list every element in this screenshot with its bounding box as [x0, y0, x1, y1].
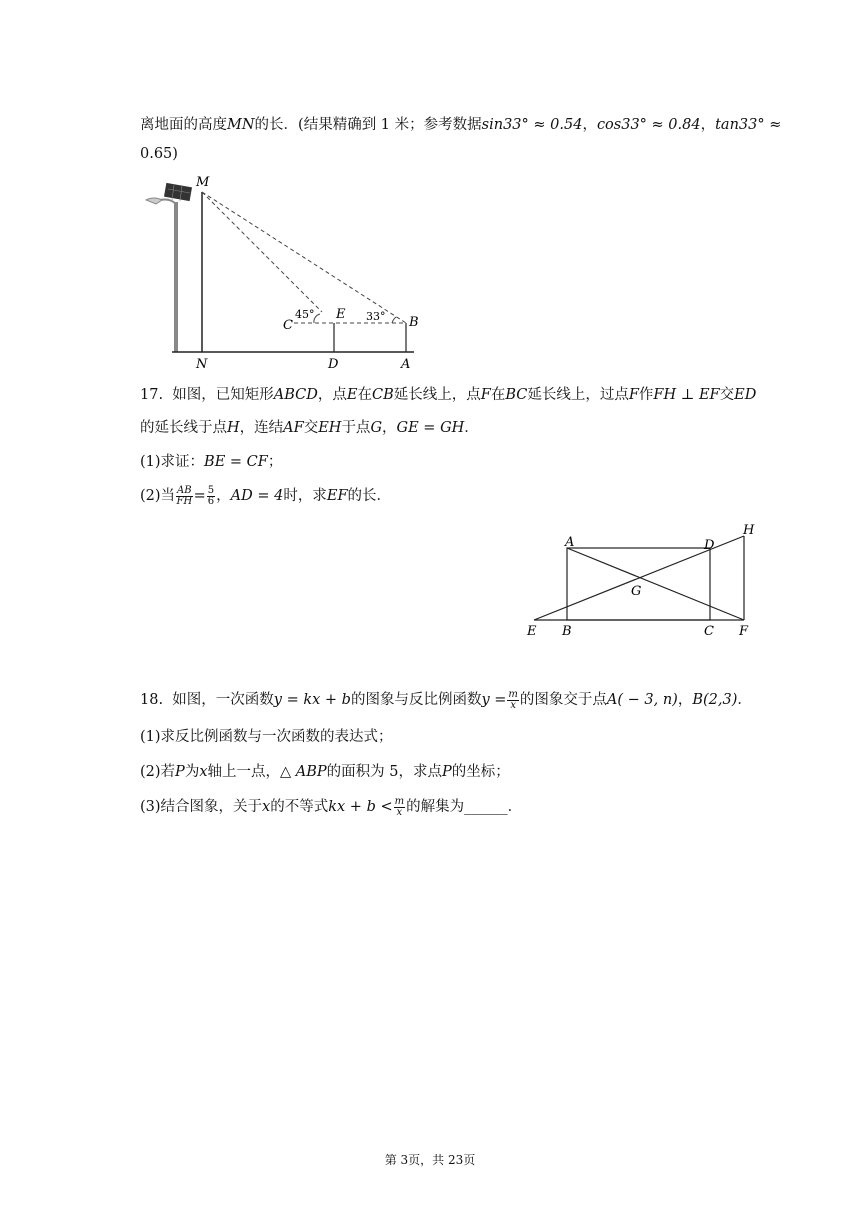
math: E — [346, 387, 358, 403]
text: 0.65) — [140, 146, 178, 162]
label-B: B — [562, 624, 572, 639]
q17-line1 — [140, 383, 756, 404]
label-M: M — [196, 175, 210, 190]
denominator: FH — [176, 495, 193, 507]
math: ED — [734, 387, 757, 403]
text: 交 — [719, 387, 735, 403]
text: 的图象交于点 — [519, 692, 607, 708]
math: x — [199, 764, 208, 780]
q17-part1 — [140, 450, 282, 471]
math: △ ABP — [280, 764, 327, 780]
label-D: D — [328, 357, 339, 372]
text: 离地面的高度 — [140, 117, 227, 133]
text: (2)当 — [140, 488, 176, 504]
segment-AF — [567, 548, 744, 620]
math-tan: tan33° ≈ — [715, 117, 782, 133]
math: EF — [326, 488, 348, 504]
label-C: C — [283, 318, 293, 333]
denominator: x — [510, 699, 516, 711]
math: P — [442, 764, 452, 780]
question-number: 18. — [140, 692, 164, 708]
label-B: B — [409, 315, 419, 330]
math: H — [227, 420, 240, 436]
math: FH ⊥ EF — [653, 387, 720, 403]
label-C: C — [704, 624, 714, 639]
q18-line1 — [140, 688, 752, 711]
q17-line2 — [140, 416, 479, 437]
q18-part3 — [140, 795, 522, 818]
text: 延长线上，过点 — [527, 387, 629, 403]
text: ， — [216, 488, 231, 504]
math: EH — [318, 420, 342, 436]
text: ，点 — [317, 387, 347, 403]
rectangle-figure — [524, 518, 764, 642]
math: G — [370, 420, 383, 436]
denominator: x — [396, 806, 403, 818]
numerator: m — [394, 795, 405, 807]
math: CB — [372, 387, 394, 403]
math: BC — [505, 387, 528, 403]
text: (1)求反比例函数与一次函数的表达式； — [140, 729, 393, 745]
text: 作 — [638, 387, 654, 403]
lamp-head — [146, 198, 162, 204]
text: (2)若 — [140, 764, 176, 780]
text: 的解集为 — [406, 799, 465, 815]
angle-arc-33 — [392, 317, 396, 323]
text: = — [193, 488, 206, 504]
text: ． — [737, 692, 752, 708]
math: kx + b < — [328, 799, 393, 815]
fraction-m-x — [394, 797, 405, 818]
label-F: F — [739, 624, 749, 639]
math: F — [480, 387, 491, 403]
text: 的长． — [347, 488, 392, 504]
label-N: N — [196, 357, 208, 372]
numerator: m — [508, 688, 518, 700]
numerator: AB — [177, 484, 192, 496]
q16-text-line1: 离地面的高度MN的长．(结果精确到 1 米；参考数据sin33° ≈ 0.54，cos33° ≈ 0.84，tan33° ≈ — [140, 117, 782, 133]
angle-arc-45 — [314, 314, 320, 323]
math: P — [175, 764, 185, 780]
page-footer: 第 3页，共 23页 — [384, 1153, 476, 1167]
dashed-ME — [202, 192, 322, 312]
text: ， — [677, 692, 693, 708]
math: y = — [481, 692, 507, 708]
q18-part1 — [140, 725, 393, 746]
angle-label-33: 33° — [366, 310, 386, 323]
text: 的坐标； — [451, 764, 510, 780]
math: ABCD — [273, 387, 318, 403]
text: 的延长线于点 — [140, 420, 227, 436]
text: 于点 — [341, 420, 371, 436]
text: 交 — [303, 420, 319, 436]
math: AF — [283, 420, 304, 436]
text: 在 — [490, 387, 506, 403]
fraction-m-x — [507, 690, 518, 711]
text: ． — [507, 799, 523, 815]
numerator: 5 — [207, 484, 215, 496]
math: B(2,3) — [692, 692, 738, 708]
text: ， — [382, 420, 397, 436]
text: 如图，一次函数 — [172, 692, 274, 708]
math-cos: cos33° ≈ 0.84 — [596, 117, 701, 133]
text: ． — [464, 420, 479, 436]
text: 在 — [357, 387, 372, 403]
text: (1)求证： — [140, 454, 205, 470]
math: AD = 4 — [230, 488, 284, 504]
label-A: A — [401, 357, 411, 372]
streetlight-figure — [138, 172, 428, 372]
text: ，连结 — [239, 420, 284, 436]
label-A: A — [565, 535, 575, 550]
label-G: G — [631, 584, 642, 599]
solar-panel-icon — [164, 183, 192, 201]
q16-text-line2 — [140, 146, 178, 162]
label-H: H — [743, 523, 755, 538]
label-D: D — [704, 538, 715, 553]
math: x — [262, 799, 271, 815]
math: F — [628, 387, 639, 403]
text: ； — [267, 454, 283, 470]
question-number: 17. — [140, 387, 164, 403]
text: 如图，已知矩形 — [172, 387, 274, 403]
text: 为 — [184, 764, 200, 780]
fraction-AB-FH — [176, 486, 193, 507]
math: y = kx + b — [273, 692, 351, 708]
text: 延长线上，点 — [393, 387, 481, 403]
text: 时，求 — [283, 488, 327, 504]
fraction-5-6 — [207, 486, 215, 507]
denominator: 6 — [207, 495, 215, 507]
text: 轴上一点， — [207, 764, 280, 780]
label-E: E — [527, 624, 537, 639]
math: BE = CF — [204, 454, 268, 470]
label-E: E — [336, 307, 346, 322]
math: A( − 3, n) — [606, 692, 678, 708]
q18-part2 — [140, 760, 510, 781]
dashed-MB — [202, 192, 406, 323]
text: 的面积为 5，求点 — [326, 764, 442, 780]
angle-label-45: 45° — [295, 308, 315, 321]
answer-blank: ______ — [464, 799, 508, 815]
math-sin: sin33° ≈ 0.54 — [481, 117, 583, 133]
math: GE = GH — [396, 420, 465, 436]
text: (3)结合图象，关于 — [140, 799, 263, 815]
math: MN — [227, 117, 255, 133]
text: 的不等式 — [270, 799, 329, 815]
text: 的长．(结果精确到 1 米；参考数据 — [254, 117, 482, 133]
q17-part2 — [140, 484, 391, 507]
text: 的图象与反比例函数 — [350, 692, 482, 708]
